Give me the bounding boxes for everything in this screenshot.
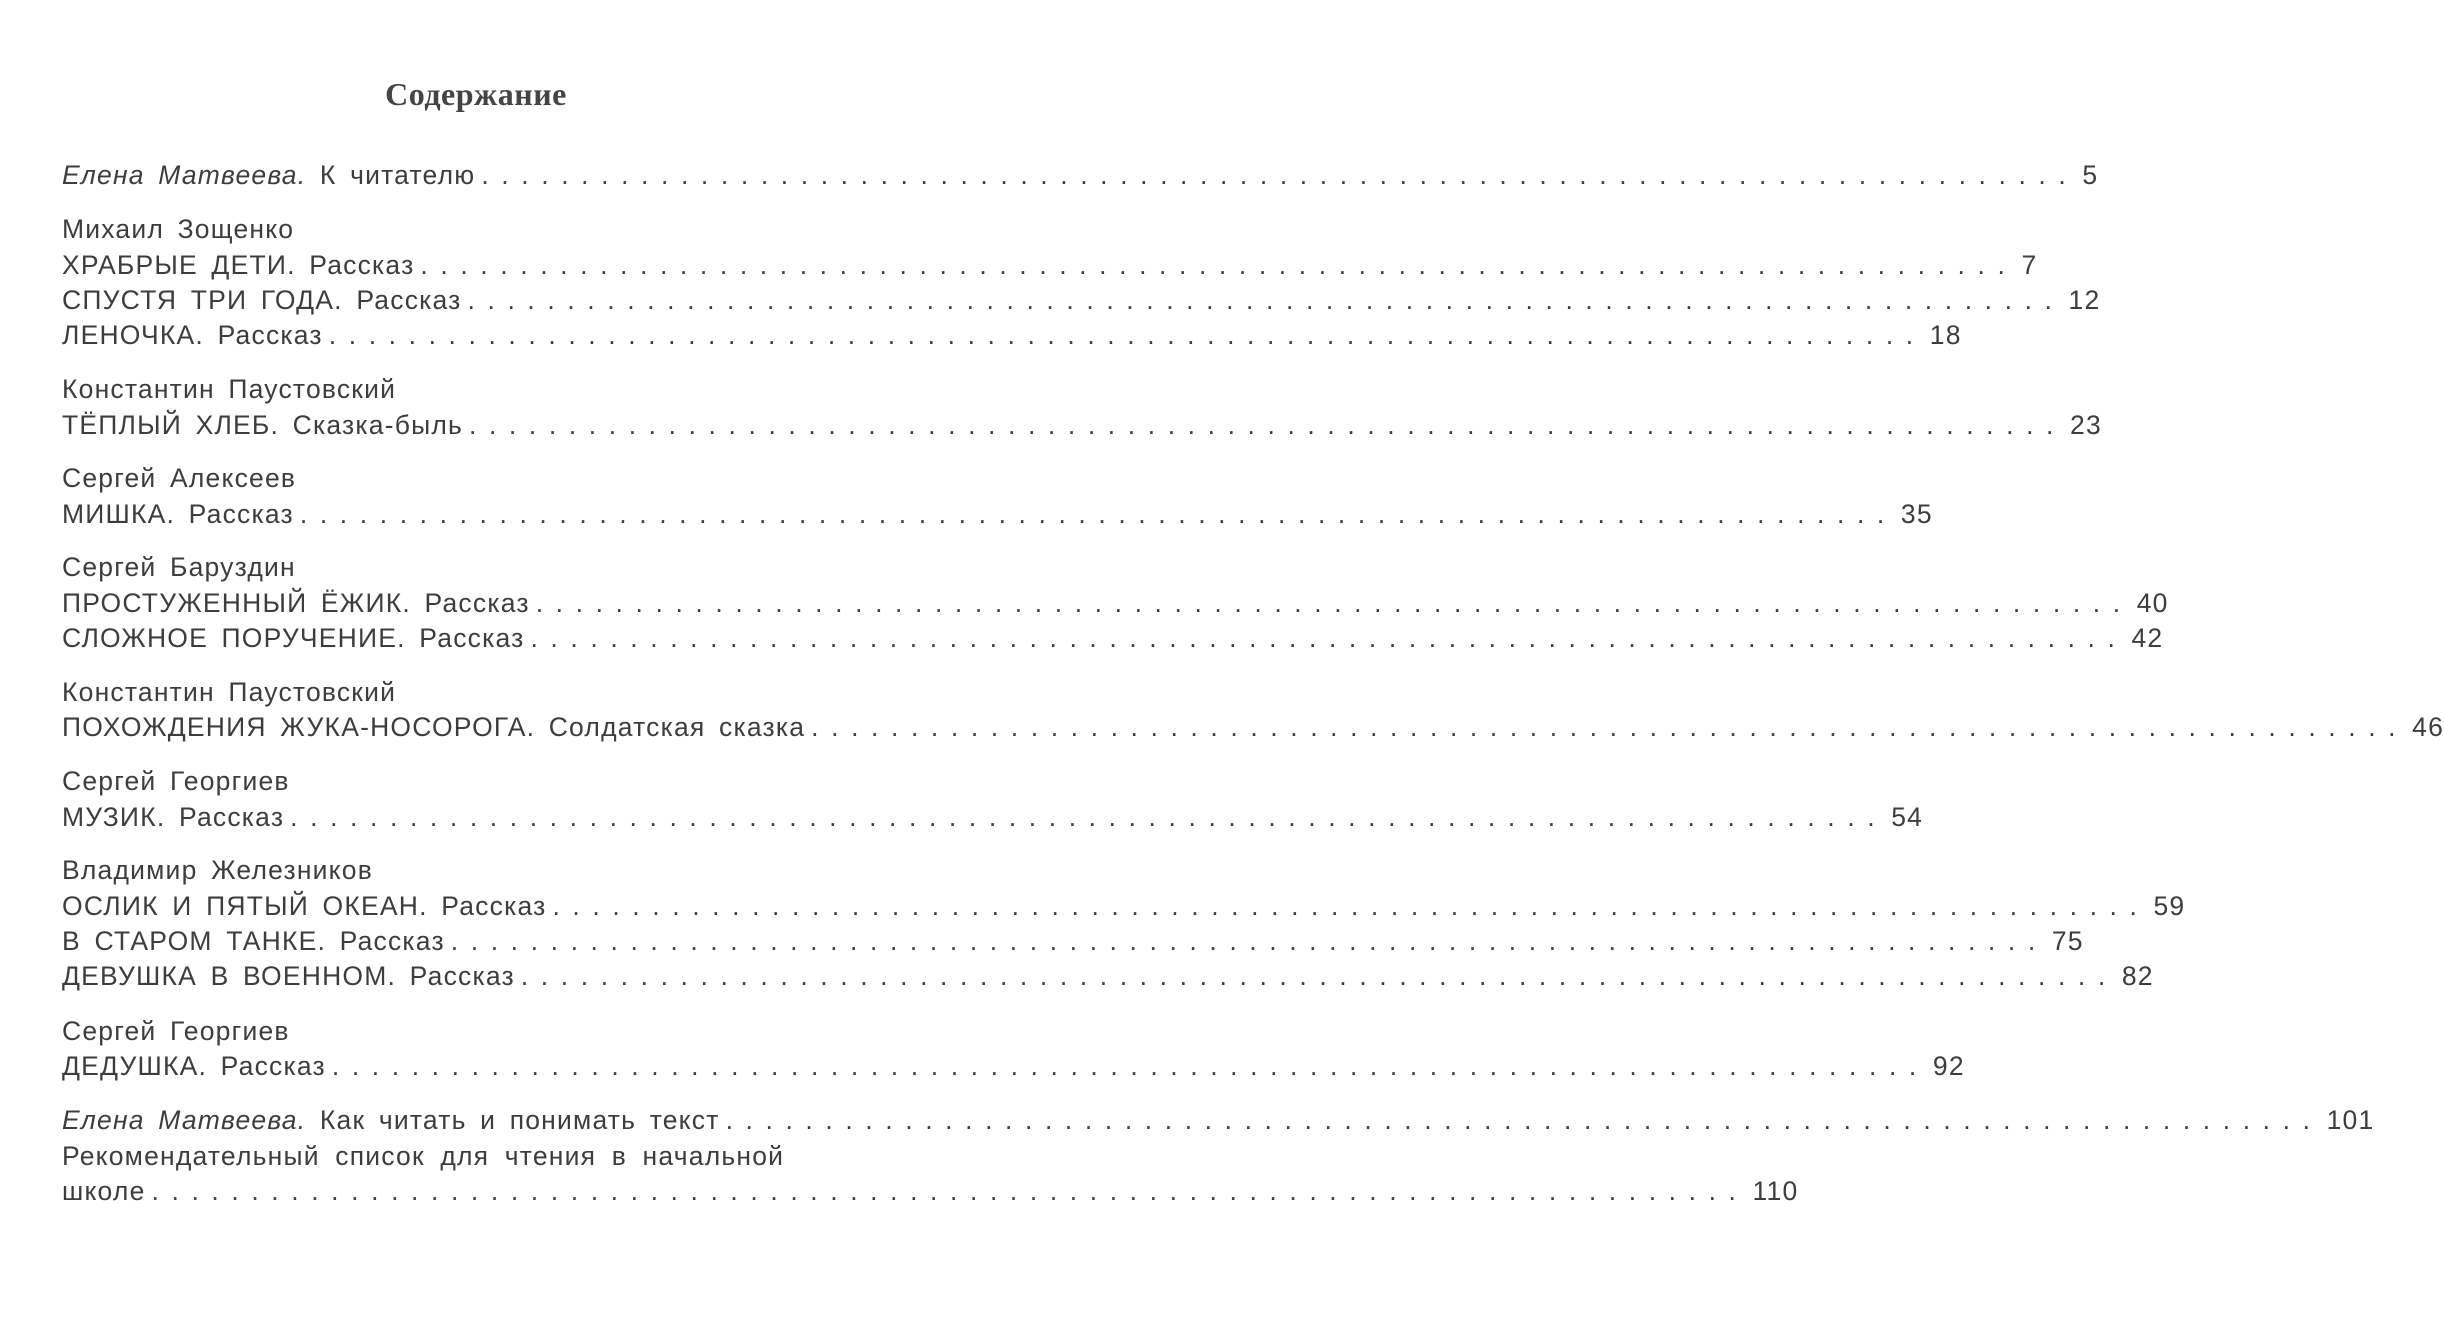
page-number: 18: [1929, 320, 1962, 350]
dot-leader: ................................................................................: [331, 1051, 1929, 1081]
author-name: Константин Паустовский: [62, 374, 397, 404]
author-name: Владимир Железников: [62, 855, 373, 885]
entry-genre: Солдатская сказка: [548, 712, 806, 742]
page-number: 92: [1932, 1051, 1965, 1081]
entry-title: МУЗИК.: [62, 802, 166, 832]
entry-genre: Рассказ: [356, 285, 462, 315]
toc-entry[interactable]: [62, 1105, 2375, 1141]
dot-leader: ................................................................................: [520, 961, 2118, 991]
entry-title: ОСЛИК И ПЯТЫЙ ОКЕАН.: [62, 891, 428, 921]
entry-title: ДЕВУШКА В ВОЕННОМ.: [62, 961, 397, 991]
entry-genre: Рассказ: [441, 891, 547, 921]
toc-entry[interactable]: [62, 160, 2099, 196]
dot-leader: ................................................................................: [299, 499, 1897, 529]
page-number: 12: [2068, 285, 2101, 315]
toc-entry[interactable]: [62, 320, 1962, 356]
entry-genre: Рассказ: [220, 1051, 326, 1081]
page-title: Содержание: [385, 76, 567, 112]
dot-leader: ................................................................................: [535, 588, 2133, 618]
page-number: 40: [2136, 588, 2169, 618]
entry-author: Елена Матвеева.: [62, 1105, 307, 1135]
entry-title: ДЕДУШКА.: [62, 1051, 208, 1081]
dot-leader: ................................................................................: [290, 802, 1888, 832]
toc-entry[interactable]: [62, 285, 2101, 321]
entry-author: Елена Матвеева.: [62, 160, 307, 190]
toc-entry[interactable]: [62, 250, 2038, 286]
toc-entry[interactable]: [62, 1176, 1799, 1212]
entry-title: В СТАРОМ ТАНКЕ.: [62, 926, 327, 956]
entry-title: ТЁПЛЫЙ ХЛЕБ.: [62, 410, 280, 440]
dot-leader: ................................................................................: [469, 410, 2067, 440]
dot-leader: ................................................................................: [151, 1176, 1749, 1206]
toc-entry[interactable]: [62, 623, 2164, 659]
dot-leader: ................................................................................: [811, 712, 2409, 742]
page-number: 82: [2121, 961, 2154, 991]
toc-entry[interactable]: [62, 588, 2169, 624]
page-number: 110: [1752, 1176, 1799, 1206]
entry-title: СПУСТЯ ТРИ ГОДА.: [62, 285, 343, 315]
entry-title: ХРАБРЫЕ ДЕТИ.: [62, 250, 296, 280]
page-number: 59: [2153, 891, 2186, 921]
dot-leader: ................................................................................: [530, 623, 2128, 653]
author-name: Михаил Зощенко: [62, 214, 295, 244]
toc-entry[interactable]: [62, 1051, 1965, 1087]
page-number: 46: [2412, 712, 2444, 742]
toc-entry[interactable]: [62, 499, 1933, 535]
entry-genre: Рассказ: [424, 588, 530, 618]
author-name: Сергей Георгиев: [62, 1016, 290, 1046]
dot-leader: ................................................................................: [420, 250, 2018, 280]
page-number: 5: [2082, 160, 2099, 190]
toc-entry[interactable]: [62, 802, 1924, 838]
entry-title: Как читать и понимать текст: [319, 1105, 720, 1135]
author-name: Сергей Алексеев: [62, 463, 297, 493]
page-number: 35: [1900, 499, 1933, 529]
entry-title: К читателю: [319, 160, 476, 190]
entry-title: ПРОСТУЖЕННЫЙ ЁЖИК.: [62, 588, 411, 618]
toc-entry[interactable]: [62, 410, 2102, 446]
page-number: 23: [2070, 410, 2102, 440]
page-number: 7: [2021, 250, 2038, 280]
toc-entry[interactable]: [62, 891, 2186, 927]
author-name: Сергей Георгиев: [62, 766, 290, 796]
dot-leader: ................................................................................: [467, 285, 2065, 315]
dot-leader: ................................................................................: [481, 160, 2079, 190]
page-number: 54: [1891, 802, 1924, 832]
entry-genre: Рассказ: [309, 250, 415, 280]
page-number: 42: [2131, 623, 2164, 653]
toc-entry[interactable]: [62, 961, 2154, 997]
page-number: 75: [2051, 926, 2084, 956]
entry-title: ПОХОЖДЕНИЯ ЖУКА-НОСОРОГА.: [62, 712, 536, 742]
entry-title: СЛОЖНОЕ ПОРУЧЕНИЕ.: [62, 623, 406, 653]
author-name: Сергей Баруздин: [62, 552, 296, 582]
page-number: 101: [2326, 1105, 2375, 1135]
entry-title-continued: школе: [62, 1176, 146, 1206]
entry-genre: Рассказ: [339, 926, 445, 956]
entry-title-line[interactable]: Рекомендательный список для чтения в начальной: [62, 1141, 785, 1171]
entry-genre: Рассказ: [188, 499, 294, 529]
toc-entry[interactable]: [62, 926, 2084, 962]
toc-entry[interactable]: [62, 712, 2444, 748]
entry-genre: Рассказ: [409, 961, 515, 991]
author-name: Константин Паустовский: [62, 677, 397, 707]
dot-leader: ................................................................................: [552, 891, 2150, 921]
entry-genre: Сказка-быль: [292, 410, 463, 440]
dot-leader: ................................................................................: [328, 320, 1926, 350]
entry-title: ЛЕНОЧКА.: [62, 320, 204, 350]
entry-genre: Рассказ: [419, 623, 525, 653]
dot-leader: ................................................................................: [450, 926, 2048, 956]
dot-leader: ................................................................................: [725, 1105, 2323, 1135]
entry-genre: Рассказ: [217, 320, 323, 350]
entry-title: МИШКА.: [62, 499, 176, 529]
entry-genre: Рассказ: [178, 802, 285, 832]
